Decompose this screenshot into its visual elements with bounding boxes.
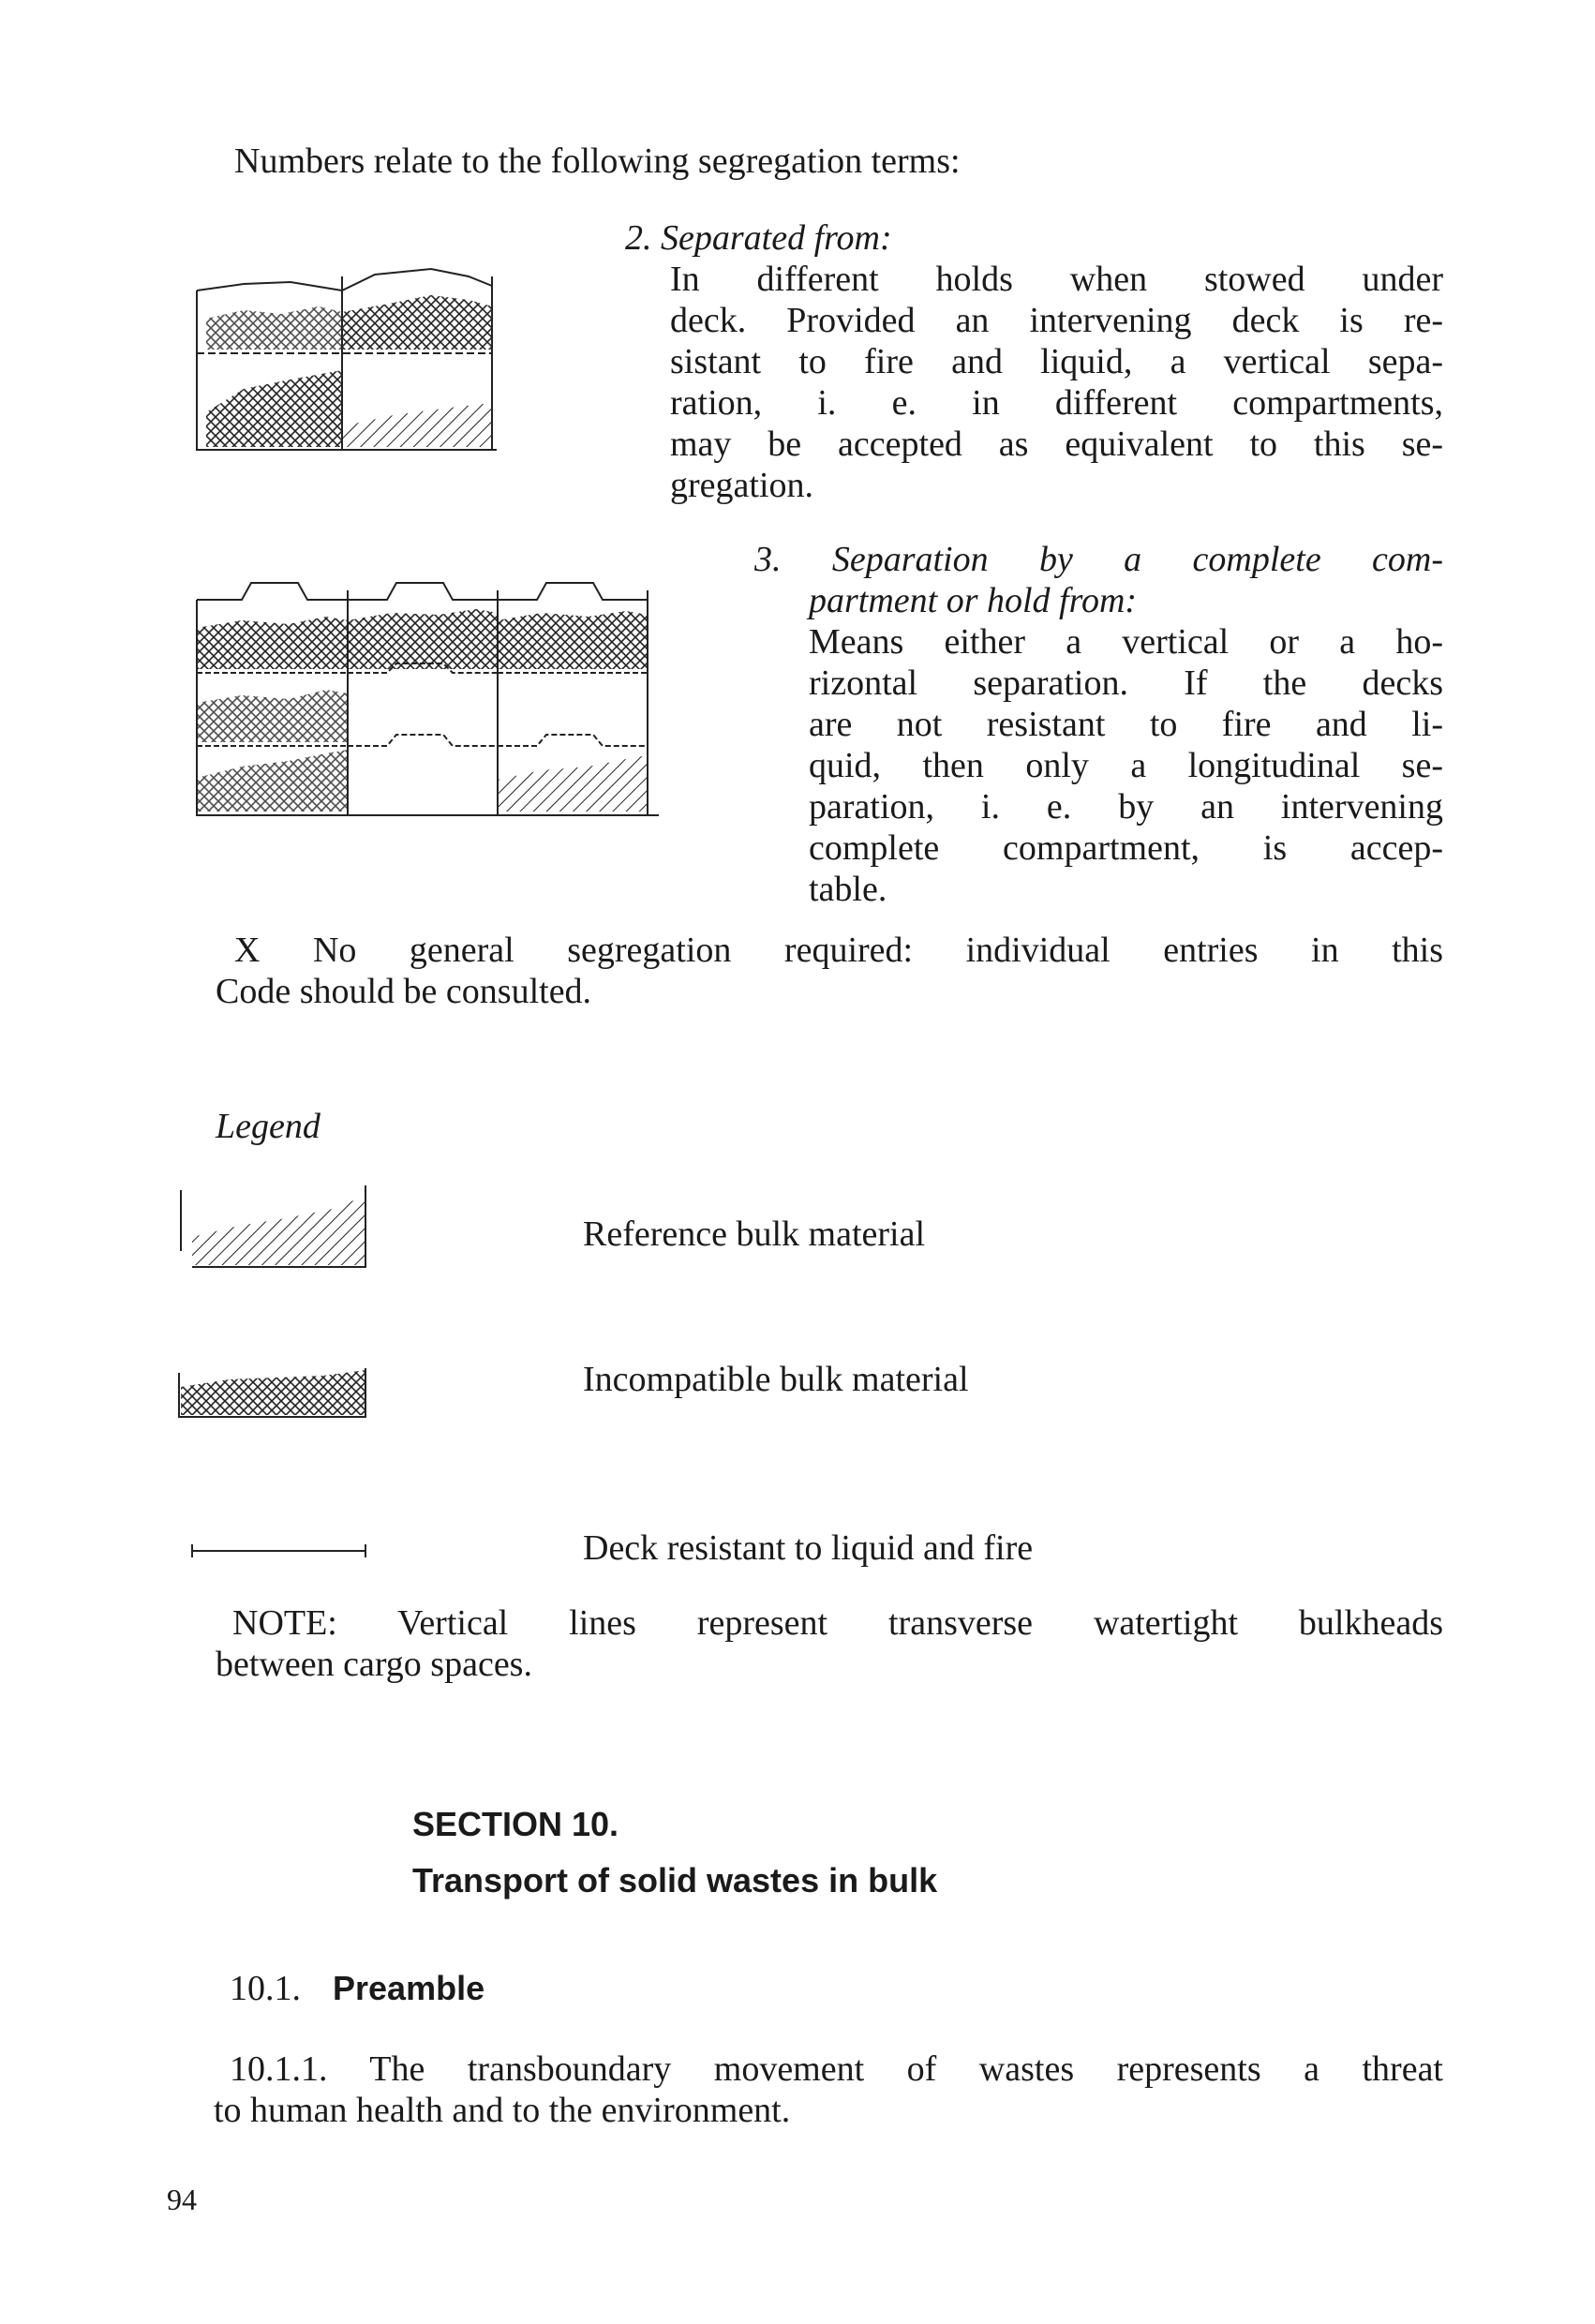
item2-heading: 2. Separated from: — [625, 218, 892, 258]
intro-text: Numbers relate to the following segregation terms: — [234, 142, 961, 181]
item3-line-1: Means either a vertical or a ho- — [809, 622, 1443, 662]
section-number: SECTION 10. — [412, 1805, 619, 1843]
figure-separation-complete-compartment — [186, 562, 673, 834]
item2-line-5: may be accepted as equivalent to this se- — [670, 425, 1443, 464]
item3-line-3: are not resistant to fire and li- — [809, 705, 1443, 744]
item3-line-4: quid, then only a longitudinal se- — [809, 746, 1443, 785]
preamble-number: 10.1. — [230, 1969, 301, 2008]
para-10-1-1-line-1: 10.1.1. The transboundary movement of wastes represents a threat — [230, 2049, 1443, 2089]
legend-label-incompatible: Incompatible bulk material — [583, 1360, 969, 1399]
item3-line-7: table. — [809, 870, 887, 909]
preamble-heading: Preamble — [333, 1969, 485, 2007]
page-number: 94 — [167, 2182, 197, 2216]
item2-line-3: sistant to fire and liquid, a vertical sepa- — [670, 342, 1443, 381]
section-title: Transport of solid wastes in bulk — [412, 1861, 938, 1899]
x-note-line-1: X No general segregation required: individual entries in this — [234, 931, 1443, 970]
item3-heading-line-2: partment or hold from: — [809, 581, 1138, 620]
item3-line-5: paration, i. e. by an intervening — [809, 787, 1443, 827]
legend-icon-deck-resistant — [187, 1537, 375, 1565]
item2-line-4: ration, i. e. in different compartments, — [670, 383, 1443, 423]
note-line-1: NOTE: Vertical lines represent transverse watertight bulkheads — [232, 1603, 1443, 1643]
item3-line-6: complete compartment, is accep- — [809, 828, 1443, 868]
item2-line-2: deck. Provided an intervening deck is re- — [670, 301, 1443, 340]
legend-label-reference: Reference bulk material — [583, 1214, 926, 1254]
item2-line-1: In different holds when stowed under — [670, 260, 1443, 299]
legend-icon-incompatible-bulk — [173, 1359, 384, 1424]
item2-line-6: gregation. — [670, 466, 814, 505]
figure-separated-from — [187, 248, 506, 459]
legend-title: Legend — [216, 1107, 320, 1146]
legend-icon-reference-bulk — [173, 1181, 375, 1270]
legend-label-deck: Deck resistant to liquid and fire — [583, 1528, 1034, 1568]
x-note-line-2: Code should be consulted. — [216, 972, 592, 1011]
item3-heading-line-1: 3. Separation by a complete com- — [754, 540, 1443, 579]
item3-line-2: rizontal separation. If the decks — [809, 663, 1443, 703]
note-line-2: between cargo spaces. — [216, 1645, 532, 1684]
para-10-1-1-line-2: to human health and to the environment. — [214, 2091, 791, 2130]
